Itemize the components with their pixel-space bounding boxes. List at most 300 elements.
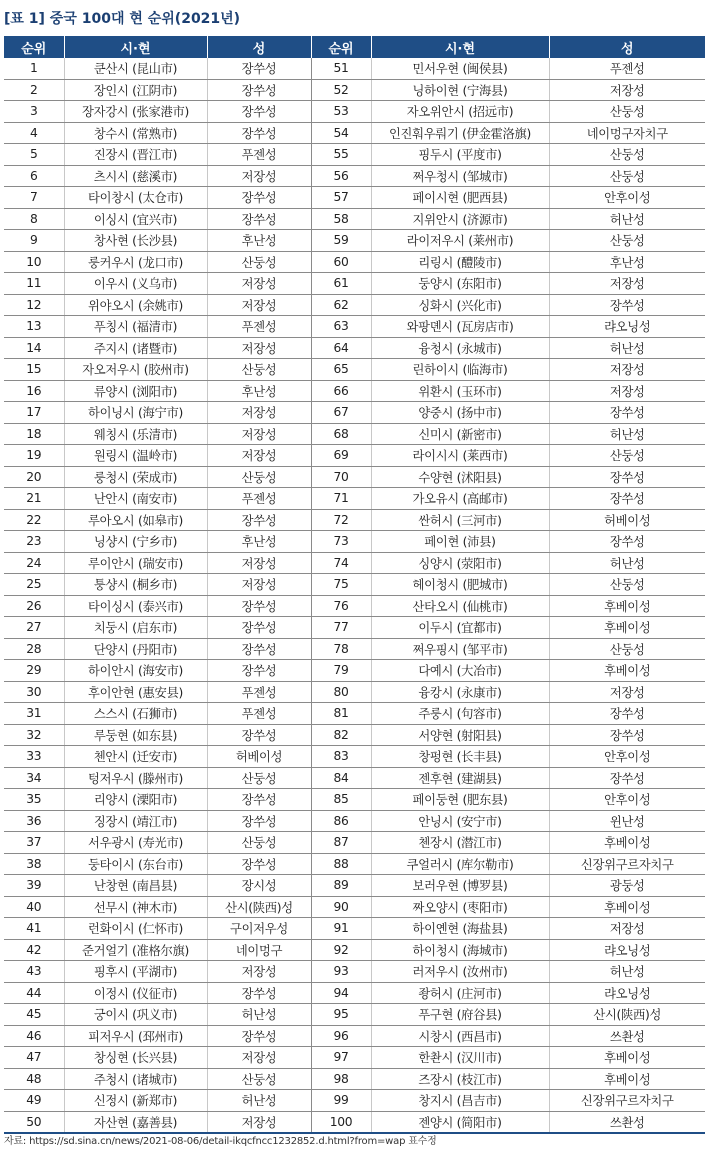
rank-cell: 56 xyxy=(311,165,371,187)
province-cell: 저장성 xyxy=(207,273,311,295)
city-cell: 시창시 (西昌市) xyxy=(371,1025,549,1047)
province-cell: 쓰촨성 xyxy=(549,1025,705,1047)
table-row xyxy=(4,552,705,574)
province-cell: 장쑤성 xyxy=(207,509,311,531)
rank-cell: 64 xyxy=(311,337,371,359)
province-cell: 안후이성 xyxy=(549,187,705,209)
city-cell: 스스시 (石狮市) xyxy=(64,703,207,725)
province-cell: 후베이성 xyxy=(549,832,705,854)
city-cell: 페이둥현 (肥东县) xyxy=(371,789,549,811)
province-cell: 허난성 xyxy=(549,208,705,230)
rank-cell: 25 xyxy=(4,574,64,596)
rank-cell: 81 xyxy=(311,703,371,725)
table-row xyxy=(4,402,705,424)
rank-cell: 8 xyxy=(4,208,64,230)
province-cell: 허난성 xyxy=(207,1004,311,1026)
city-cell: 닝샹시 (宁乡市) xyxy=(64,531,207,553)
province-cell: 저장성 xyxy=(207,1047,311,1069)
table-row xyxy=(4,144,705,166)
city-cell: 루이안시 (瑞安市) xyxy=(64,552,207,574)
table-row xyxy=(4,251,705,273)
header-rank: 순위 xyxy=(311,36,371,58)
rank-cell: 76 xyxy=(311,595,371,617)
table-row xyxy=(4,681,705,703)
rank-cell: 80 xyxy=(311,681,371,703)
table-row xyxy=(4,79,705,101)
table-row xyxy=(4,101,705,123)
province-cell: 장쑤성 xyxy=(207,1025,311,1047)
ranking-table xyxy=(4,36,705,1134)
table-row xyxy=(4,509,705,531)
province-cell: 장쑤성 xyxy=(207,122,311,144)
header-province: 성 xyxy=(207,36,311,58)
rank-cell: 42 xyxy=(4,939,64,961)
province-cell: 장쑤성 xyxy=(549,724,705,746)
city-cell: 젠양시 (简阳市) xyxy=(371,1111,549,1133)
rank-cell: 92 xyxy=(311,939,371,961)
rank-cell: 29 xyxy=(4,660,64,682)
rank-cell: 37 xyxy=(4,832,64,854)
rank-cell: 9 xyxy=(4,230,64,252)
city-cell: 수양현 (沭阳县) xyxy=(371,466,549,488)
rank-cell: 12 xyxy=(4,294,64,316)
province-cell: 후베이성 xyxy=(549,896,705,918)
province-cell: 후난성 xyxy=(207,230,311,252)
city-cell: 하이청시 (海城市) xyxy=(371,939,549,961)
rank-cell: 10 xyxy=(4,251,64,273)
province-cell: 장쑤성 xyxy=(207,617,311,639)
rank-cell: 26 xyxy=(4,595,64,617)
province-cell: 랴오닝성 xyxy=(549,939,705,961)
rank-cell: 55 xyxy=(311,144,371,166)
rank-cell: 99 xyxy=(311,1090,371,1112)
table-row xyxy=(4,767,705,789)
rank-cell: 59 xyxy=(311,230,371,252)
city-cell: 위야오시 (余姚市) xyxy=(64,294,207,316)
source-note: 자료: https://sd.sina.cn/news/2021-08-06/detail-ikqcfncc1232852.d.html?from=wap 표수정 xyxy=(4,1136,437,1147)
rank-cell: 19 xyxy=(4,445,64,467)
rank-cell: 68 xyxy=(311,423,371,445)
rank-cell: 35 xyxy=(4,789,64,811)
province-cell: 허베이성 xyxy=(207,746,311,768)
city-cell: 핑두시 (平度市) xyxy=(371,144,549,166)
rank-cell: 24 xyxy=(4,552,64,574)
city-cell: 지위안시 (济源市) xyxy=(371,208,549,230)
table-row xyxy=(4,617,705,639)
rank-cell: 98 xyxy=(311,1068,371,1090)
province-cell: 저장성 xyxy=(549,79,705,101)
city-cell: 핑후시 (平湖市) xyxy=(64,961,207,983)
table-row xyxy=(4,574,705,596)
province-cell: 허난성 xyxy=(549,552,705,574)
city-cell: 치둥시 (启东市) xyxy=(64,617,207,639)
table-row xyxy=(4,810,705,832)
table-row xyxy=(4,746,705,768)
rank-cell: 72 xyxy=(311,509,371,531)
city-cell: 징장시 (靖江市) xyxy=(64,810,207,832)
province-cell: 장쑤성 xyxy=(207,789,311,811)
province-cell: 저장성 xyxy=(207,337,311,359)
header-rank: 순위 xyxy=(4,36,64,58)
city-cell: 주청시 (诸城市) xyxy=(64,1068,207,1090)
city-cell: 쿤산시 (昆山市) xyxy=(64,58,207,79)
city-cell: 페이현 (沛县) xyxy=(371,531,549,553)
city-cell: 둥양시 (东阳市) xyxy=(371,273,549,295)
rank-cell: 43 xyxy=(4,961,64,983)
province-cell: 허난성 xyxy=(549,337,705,359)
province-cell: 장쑤성 xyxy=(207,101,311,123)
city-cell: 창싱현 (长兴县) xyxy=(64,1047,207,1069)
rank-cell: 75 xyxy=(311,574,371,596)
province-cell: 산둥성 xyxy=(207,767,311,789)
table-row xyxy=(4,316,705,338)
rank-cell: 38 xyxy=(4,853,64,875)
city-cell: 리양시 (溧阳市) xyxy=(64,789,207,811)
table-row xyxy=(4,789,705,811)
city-cell: 즈장시 (枝江市) xyxy=(371,1068,549,1090)
province-cell: 산둥성 xyxy=(549,101,705,123)
city-cell: 푸구현 (府谷县) xyxy=(371,1004,549,1026)
table-row xyxy=(4,1090,705,1112)
province-cell: 장쑤성 xyxy=(549,703,705,725)
province-cell: 장쑤성 xyxy=(207,724,311,746)
province-cell: 산둥성 xyxy=(207,251,311,273)
city-cell: 하이닝시 (海宁市) xyxy=(64,402,207,424)
province-cell: 장쑤성 xyxy=(207,660,311,682)
rank-cell: 16 xyxy=(4,380,64,402)
city-cell: 장자강시 (张家港市) xyxy=(64,101,207,123)
rank-cell: 18 xyxy=(4,423,64,445)
table-row xyxy=(4,380,705,402)
province-cell: 장쑤성 xyxy=(549,531,705,553)
rank-cell: 58 xyxy=(311,208,371,230)
table-row xyxy=(4,445,705,467)
table-row xyxy=(4,488,705,510)
city-cell: 페이시현 (肥西县) xyxy=(371,187,549,209)
rank-cell: 39 xyxy=(4,875,64,897)
province-cell: 광둥성 xyxy=(549,875,705,897)
province-cell: 쓰촨성 xyxy=(549,1111,705,1133)
city-cell: 서양현 (射阳县) xyxy=(371,724,549,746)
city-cell: 난안시 (南安市) xyxy=(64,488,207,510)
province-cell: 후난성 xyxy=(207,380,311,402)
rank-cell: 40 xyxy=(4,896,64,918)
table-row xyxy=(4,724,705,746)
city-cell: 진장시 (晋江市) xyxy=(64,144,207,166)
rank-cell: 48 xyxy=(4,1068,64,1090)
rank-cell: 21 xyxy=(4,488,64,510)
city-cell: 타이싱시 (泰兴市) xyxy=(64,595,207,617)
city-cell: 러저우시 (汝州市) xyxy=(371,961,549,983)
province-cell: 저장성 xyxy=(549,380,705,402)
rank-cell: 53 xyxy=(311,101,371,123)
city-cell: 젠후현 (建湖县) xyxy=(371,767,549,789)
rank-cell: 86 xyxy=(311,810,371,832)
table-row xyxy=(4,187,705,209)
rank-cell: 20 xyxy=(4,466,64,488)
table-row xyxy=(4,337,705,359)
rank-cell: 73 xyxy=(311,531,371,553)
rank-cell: 52 xyxy=(311,79,371,101)
rank-cell: 100 xyxy=(311,1111,371,1133)
province-cell: 허난성 xyxy=(207,1090,311,1112)
city-cell: 이두시 (宜都市) xyxy=(371,617,549,639)
table-row xyxy=(4,58,705,79)
city-cell: 쩌우핑시 (邹平市) xyxy=(371,638,549,660)
city-cell: 준거얼기 (准格尔旗) xyxy=(64,939,207,961)
province-cell: 랴오닝성 xyxy=(549,982,705,1004)
province-cell: 푸젠성 xyxy=(207,681,311,703)
rank-cell: 83 xyxy=(311,746,371,768)
rank-cell: 49 xyxy=(4,1090,64,1112)
province-cell: 윈난성 xyxy=(549,810,705,832)
province-cell: 저장성 xyxy=(549,681,705,703)
table-row xyxy=(4,1004,705,1026)
city-cell: 위환시 (玉环市) xyxy=(371,380,549,402)
rank-cell: 62 xyxy=(311,294,371,316)
city-cell: 하이안시 (海安市) xyxy=(64,660,207,682)
city-cell: 푸칭시 (福清市) xyxy=(64,316,207,338)
province-cell: 후난성 xyxy=(207,531,311,553)
rank-cell: 87 xyxy=(311,832,371,854)
province-cell: 장쑤성 xyxy=(549,767,705,789)
city-cell: 런화이시 (仁怀市) xyxy=(64,918,207,940)
province-cell: 푸젠성 xyxy=(207,316,311,338)
table-title: [표 1] 중국 100대 현 순위(2021년) xyxy=(4,11,241,27)
province-cell: 산둥성 xyxy=(207,359,311,381)
city-cell: 웨칭시 (乐清市) xyxy=(64,423,207,445)
province-cell: 네이멍구자치구 xyxy=(549,122,705,144)
city-cell: 보러우현 (博罗县) xyxy=(371,875,549,897)
city-cell: 좡허시 (庄河市) xyxy=(371,982,549,1004)
province-cell: 산둥성 xyxy=(549,638,705,660)
city-cell: 인진훠우뤄기 (伊金霍洛旗) xyxy=(371,122,549,144)
rank-cell: 4 xyxy=(4,122,64,144)
rank-cell: 3 xyxy=(4,101,64,123)
province-cell: 허난성 xyxy=(549,423,705,445)
province-cell: 푸젠성 xyxy=(207,488,311,510)
rank-cell: 85 xyxy=(311,789,371,811)
rank-cell: 14 xyxy=(4,337,64,359)
city-cell: 싼허시 (三河市) xyxy=(371,509,549,531)
rank-cell: 93 xyxy=(311,961,371,983)
city-cell: 쿠얼러시 (库尔勒市) xyxy=(371,853,549,875)
rank-cell: 41 xyxy=(4,918,64,940)
rank-cell: 66 xyxy=(311,380,371,402)
table-row xyxy=(4,918,705,940)
rank-cell: 6 xyxy=(4,165,64,187)
province-cell: 후베이성 xyxy=(549,1068,705,1090)
table-row xyxy=(4,1025,705,1047)
table-row xyxy=(4,1111,705,1133)
city-cell: 난창현 (南昌县) xyxy=(64,875,207,897)
city-cell: 주지시 (诸暨市) xyxy=(64,337,207,359)
province-cell: 후베이성 xyxy=(549,617,705,639)
rank-cell: 71 xyxy=(311,488,371,510)
city-cell: 융캉시 (永康市) xyxy=(371,681,549,703)
table-row xyxy=(4,466,705,488)
table-row xyxy=(4,982,705,1004)
province-cell: 산둥성 xyxy=(549,165,705,187)
city-cell: 둥타이시 (东台市) xyxy=(64,853,207,875)
province-cell: 산둥성 xyxy=(207,466,311,488)
rank-cell: 46 xyxy=(4,1025,64,1047)
province-cell: 허베이성 xyxy=(549,509,705,531)
city-cell: 선무시 (神木市) xyxy=(64,896,207,918)
table-row xyxy=(4,832,705,854)
rank-cell: 5 xyxy=(4,144,64,166)
province-cell: 저장성 xyxy=(549,918,705,940)
city-cell: 산타오시 (仙桃市) xyxy=(371,595,549,617)
city-cell: 창지시 (昌吉市) xyxy=(371,1090,549,1112)
city-cell: 류양시 (浏阳市) xyxy=(64,380,207,402)
province-cell: 산시(陕西)성 xyxy=(549,1004,705,1026)
province-cell: 장쑤성 xyxy=(207,187,311,209)
city-cell: 궁이시 (巩义市) xyxy=(64,1004,207,1026)
rank-cell: 96 xyxy=(311,1025,371,1047)
rank-cell: 32 xyxy=(4,724,64,746)
city-cell: 싱화시 (兴化市) xyxy=(371,294,549,316)
rank-cell: 1 xyxy=(4,58,64,79)
table-row xyxy=(4,595,705,617)
rank-cell: 15 xyxy=(4,359,64,381)
city-cell: 츠시시 (慈溪市) xyxy=(64,165,207,187)
province-cell: 저장성 xyxy=(207,552,311,574)
rank-cell: 82 xyxy=(311,724,371,746)
rank-cell: 13 xyxy=(4,316,64,338)
rank-cell: 78 xyxy=(311,638,371,660)
city-cell: 이싱시 (宜兴市) xyxy=(64,208,207,230)
city-cell: 싱양시 (荥阳市) xyxy=(371,552,549,574)
table-row xyxy=(4,273,705,295)
rank-cell: 57 xyxy=(311,187,371,209)
city-cell: 한촨시 (汉川市) xyxy=(371,1047,549,1069)
rank-cell: 47 xyxy=(4,1047,64,1069)
table-body xyxy=(4,58,705,1133)
province-cell: 후베이성 xyxy=(549,595,705,617)
city-cell: 루둥현 (如东县) xyxy=(64,724,207,746)
province-cell: 랴오닝성 xyxy=(549,316,705,338)
city-cell: 닝하이현 (宁海县) xyxy=(371,79,549,101)
city-cell: 장인시 (江阴市) xyxy=(64,79,207,101)
table-row xyxy=(4,896,705,918)
province-cell: 저장성 xyxy=(549,273,705,295)
city-cell: 짜오양시 (枣阳市) xyxy=(371,896,549,918)
province-cell: 안후이성 xyxy=(549,746,705,768)
city-cell: 루아오시 (如皋市) xyxy=(64,509,207,531)
province-cell: 장쑤성 xyxy=(207,595,311,617)
rank-cell: 22 xyxy=(4,509,64,531)
rank-cell: 60 xyxy=(311,251,371,273)
rank-cell: 90 xyxy=(311,896,371,918)
province-cell: 장쑤성 xyxy=(207,208,311,230)
city-cell: 후이안현 (惠安县) xyxy=(64,681,207,703)
city-cell: 와팡뎬시 (瓦房店市) xyxy=(371,316,549,338)
city-cell: 피저우시 (邳州市) xyxy=(64,1025,207,1047)
rank-cell: 50 xyxy=(4,1111,64,1133)
rank-cell: 28 xyxy=(4,638,64,660)
rank-cell: 77 xyxy=(311,617,371,639)
rank-cell: 27 xyxy=(4,617,64,639)
table-row xyxy=(4,294,705,316)
table-row xyxy=(4,1068,705,1090)
city-cell: 서우광시 (寿光市) xyxy=(64,832,207,854)
city-cell: 룽커우시 (龙口市) xyxy=(64,251,207,273)
province-cell: 저장성 xyxy=(207,445,311,467)
rank-cell: 54 xyxy=(311,122,371,144)
city-cell: 첸안시 (迁安市) xyxy=(64,746,207,768)
table-row xyxy=(4,165,705,187)
city-cell: 자산현 (嘉善县) xyxy=(64,1111,207,1133)
province-cell: 장쑤성 xyxy=(207,58,311,79)
rank-cell: 74 xyxy=(311,552,371,574)
province-cell: 장쑤성 xyxy=(207,79,311,101)
table-header-row xyxy=(4,36,705,58)
city-cell: 단양시 (丹阳市) xyxy=(64,638,207,660)
province-cell: 장쑤성 xyxy=(549,402,705,424)
table-row xyxy=(4,359,705,381)
header-city: 시·현 xyxy=(64,36,207,58)
city-cell: 창사현 (长沙县) xyxy=(64,230,207,252)
province-cell: 푸젠성 xyxy=(207,703,311,725)
province-cell: 네이멍구 xyxy=(207,939,311,961)
province-cell: 장쑤성 xyxy=(207,982,311,1004)
province-cell: 푸젠성 xyxy=(549,58,705,79)
city-cell: 텅저우시 (滕州市) xyxy=(64,767,207,789)
city-cell: 리링시 (醴陵市) xyxy=(371,251,549,273)
province-cell: 저장성 xyxy=(207,961,311,983)
province-cell: 장쑤성 xyxy=(207,638,311,660)
city-cell: 창수시 (常熟市) xyxy=(64,122,207,144)
city-cell: 신미시 (新密市) xyxy=(371,423,549,445)
city-cell: 린하이시 (临海市) xyxy=(371,359,549,381)
city-cell: 원링시 (温岭市) xyxy=(64,445,207,467)
rank-cell: 44 xyxy=(4,982,64,1004)
city-cell: 이우시 (义乌市) xyxy=(64,273,207,295)
city-cell: 룽청시 (荣成市) xyxy=(64,466,207,488)
province-cell: 저장성 xyxy=(207,402,311,424)
city-cell: 가오유시 (高邮市) xyxy=(371,488,549,510)
province-cell: 저장성 xyxy=(207,1111,311,1133)
province-cell: 허난성 xyxy=(549,961,705,983)
rank-cell: 61 xyxy=(311,273,371,295)
province-cell: 산둥성 xyxy=(207,1068,311,1090)
city-cell: 퉁샹시 (桐乡市) xyxy=(64,574,207,596)
table-row xyxy=(4,122,705,144)
province-cell: 후베이성 xyxy=(549,660,705,682)
table-row xyxy=(4,638,705,660)
province-cell: 저장성 xyxy=(549,359,705,381)
rank-cell: 67 xyxy=(311,402,371,424)
province-cell: 장쑤성 xyxy=(207,853,311,875)
province-cell: 장쑤성 xyxy=(549,488,705,510)
rank-cell: 23 xyxy=(4,531,64,553)
city-cell: 쩌우청시 (邹城市) xyxy=(371,165,549,187)
table-row xyxy=(4,875,705,897)
city-cell: 안닝시 (安宁市) xyxy=(371,810,549,832)
table-row xyxy=(4,423,705,445)
rank-cell: 91 xyxy=(311,918,371,940)
city-cell: 타이창시 (太仓市) xyxy=(64,187,207,209)
rank-cell: 33 xyxy=(4,746,64,768)
rank-cell: 97 xyxy=(311,1047,371,1069)
city-cell: 라이시시 (莱西市) xyxy=(371,445,549,467)
province-cell: 저장성 xyxy=(207,574,311,596)
rank-cell: 84 xyxy=(311,767,371,789)
rank-cell: 95 xyxy=(311,1004,371,1026)
city-cell: 헤이청시 (肥城市) xyxy=(371,574,549,596)
rank-cell: 17 xyxy=(4,402,64,424)
